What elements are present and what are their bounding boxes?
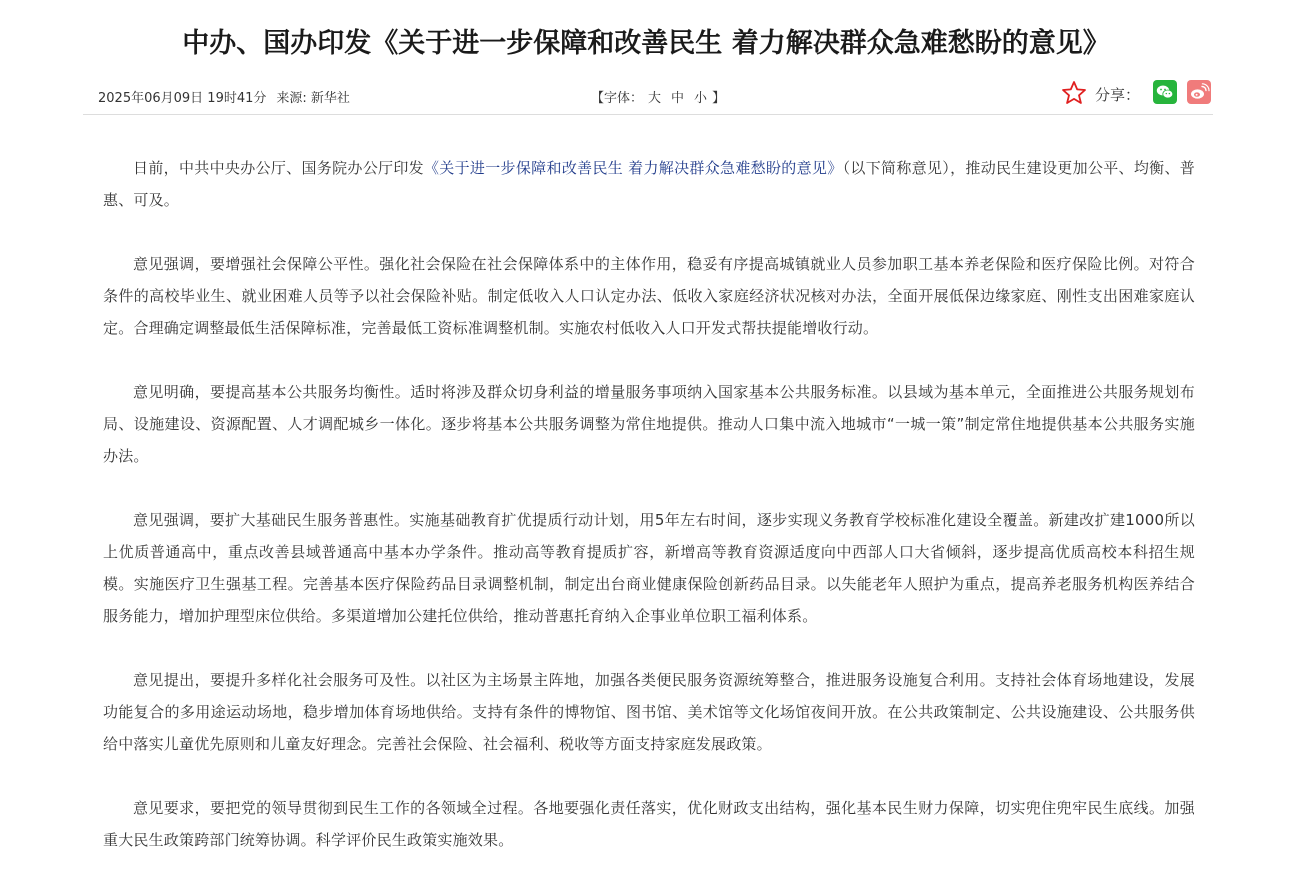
font-size-small-button[interactable]: 小 [694,91,708,106]
article-paragraph: 意见强调，要扩大基础民生服务普惠性。实施基础教育扩优提质行动计划，用5年左右时间，逐步实现义务教育学校标准化建设全覆盖。新建改扩建1000所以上优质普通高中，重点改善县域普通高中基本办学条件。推动高等教育提质扩容，新增高等教育资源适度向中西部人口大省倾斜，逐步提高优质高校本科招生规模。实施医疗卫生强基工程。完善基本医疗保险药品目录调整机制，制定出台商业健康保险创新药品目录。以失能老年人照护为重点，提高养老服务机构医养结合服务能力，增加护理型床位供给。多渠道增加公建托位供给，推动普惠托育纳入企事业单位职工福利体系。 [103,511,1195,625]
article-paragraph [103,152,1195,216]
article-paragraph: 意见要求，要把党的领导贯彻到民生工作的各领域全过程。各地要强化责任落实，优化财政支出结构，强化基本民生财力保障，切实兜住兜牢民生底线。加强重大民生政策跨部门统筹协调。科学评价民生政策实施效果。 [103,799,1195,849]
article-source: 来源: 新华社 [276,91,350,106]
publish-date: 2025年06月09日 19时41分 [98,91,267,106]
article-body [103,152,1195,888]
paragraph-text: （以下简称意见），推动民生建设更加公平、均衡、普惠、可及。 [103,159,1195,209]
star-icon[interactable] [1061,80,1087,106]
share-label: 分享： [1095,86,1141,104]
font-size-large-button[interactable]: 大 [648,91,662,106]
wechat-icon[interactable] [1153,80,1177,104]
article-meta-bar [83,76,1213,115]
page-title: 中办、国办印发《关于进一步保障和改善民生 着力解决群众急难愁盼的意见》 [182,28,1110,59]
font-size-close: 】 [712,91,726,106]
article-meta [98,87,350,106]
font-size-control [591,87,725,106]
article-paragraph: 意见明确，要提高基本公共服务均衡性。适时将涉及群众切身利益的增量服务事项纳入国家基本公共服务标准。以县域为基本单元，全面推进公共服务规划布局、设施建设、资源配置、人才调配城乡一体化。逐步将基本公共服务调整为常住地提供。推动人口集中流入地城市“一城一策”制定常住地提供基本公共服务实施办法。 [103,383,1195,465]
font-size-open: 【字体： [591,91,644,106]
article-paragraph: 意见提出，要提升多样化社会服务可及性。以社区为主场景主阵地，加强各类便民服务资源统筹整合，推进服务设施复合利用。支持社会体育场地建设，发展功能复合的多用途运动场地，稳步增加体育场地供给。支持有条件的博物馆、图书馆、美术馆等文化场馆夜间开放。在公共政策制定、公共设施建设、公共服务供给中落实儿童优先原则和儿童友好理念。完善社会保险、社会福利、税收等方面支持家庭发展政策。 [103,671,1195,753]
weibo-icon[interactable] [1187,80,1211,104]
paragraph-text: 日前，中共中央办公厅、国务院办公厅印发 [133,159,424,177]
font-size-medium-button[interactable]: 中 [671,91,685,106]
document-link[interactable]: 《关于进一步保障和改善民生 着力解决群众急难愁盼的意见》 [423,159,843,177]
article-paragraph: 意见强调，要增强社会保障公平性。强化社会保险在社会保障体系中的主体作用，稳妥有序提高城镇就业人员参加职工基本养老保险和医疗保险比例。对符合条件的高校毕业生、就业困难人员等予以社会保险补贴。制定低收入人口认定办法、低收入家庭经济状况核对办法，全面开展低保边缘家庭、刚性支出困难家庭认定。合理确定调整最低生活保障标准，完善最低工资标准调整机制。实施农村低收入人口开发式帮扶提能增收行动。 [103,255,1195,337]
